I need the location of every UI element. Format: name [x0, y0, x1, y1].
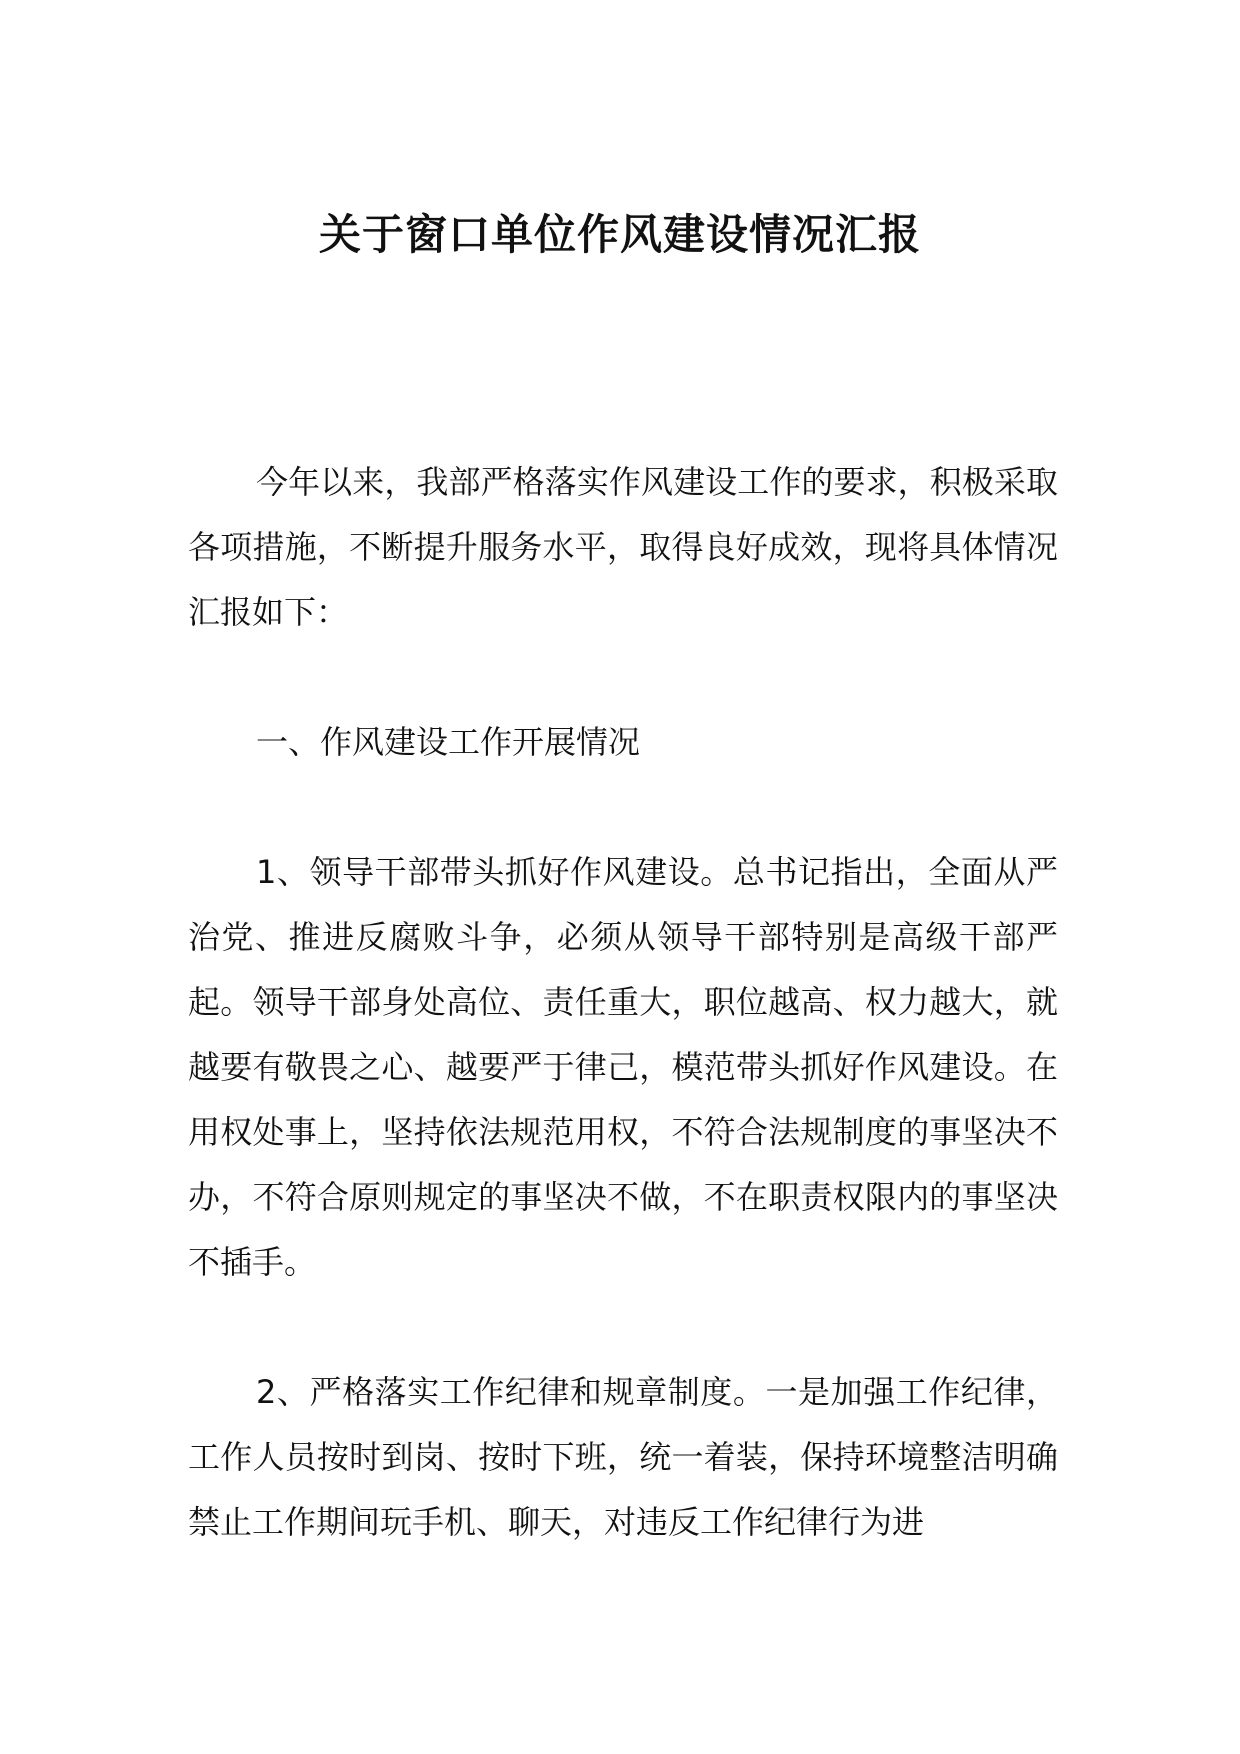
document-title: 关于窗口单位作风建设情况汇报 [318, 210, 921, 259]
item-paragraph-1: 1、领导干部带头抓好作风建设。总书记指出，全面从严治党、推进反腐败斗争，必须从领导干部特别是高级干部严起。领导干部身处高位、责任重大，职位越高、权力越大，就越要有敬畏之心、越要严于律己，模范带头抓好作风建设。在用权处事上，坚持依法规范用权，不符合法规制度的事坚决不办，不符合原则规定的事坚决不做，不在职责权限内的事坚决不插手。 [188, 853, 1058, 1281]
item-paragraph-2: 2、严格落实工作纪律和规章制度。一是加强工作纪律，工作人员按时到岗、按时下班，统一着装，保持环境整洁明确禁止工作期间玩手机、聊天，对违反工作纪律行为进 [188, 1373, 1058, 1541]
intro-paragraph: 今年以来，我部严格落实作风建设工作的要求，积极采取各项措施，不断提升服务水平，取得良好成效，现将具体情况汇报如下： [188, 463, 1058, 631]
section-heading-1: 一、作风建设工作开展情况 [256, 723, 641, 761]
